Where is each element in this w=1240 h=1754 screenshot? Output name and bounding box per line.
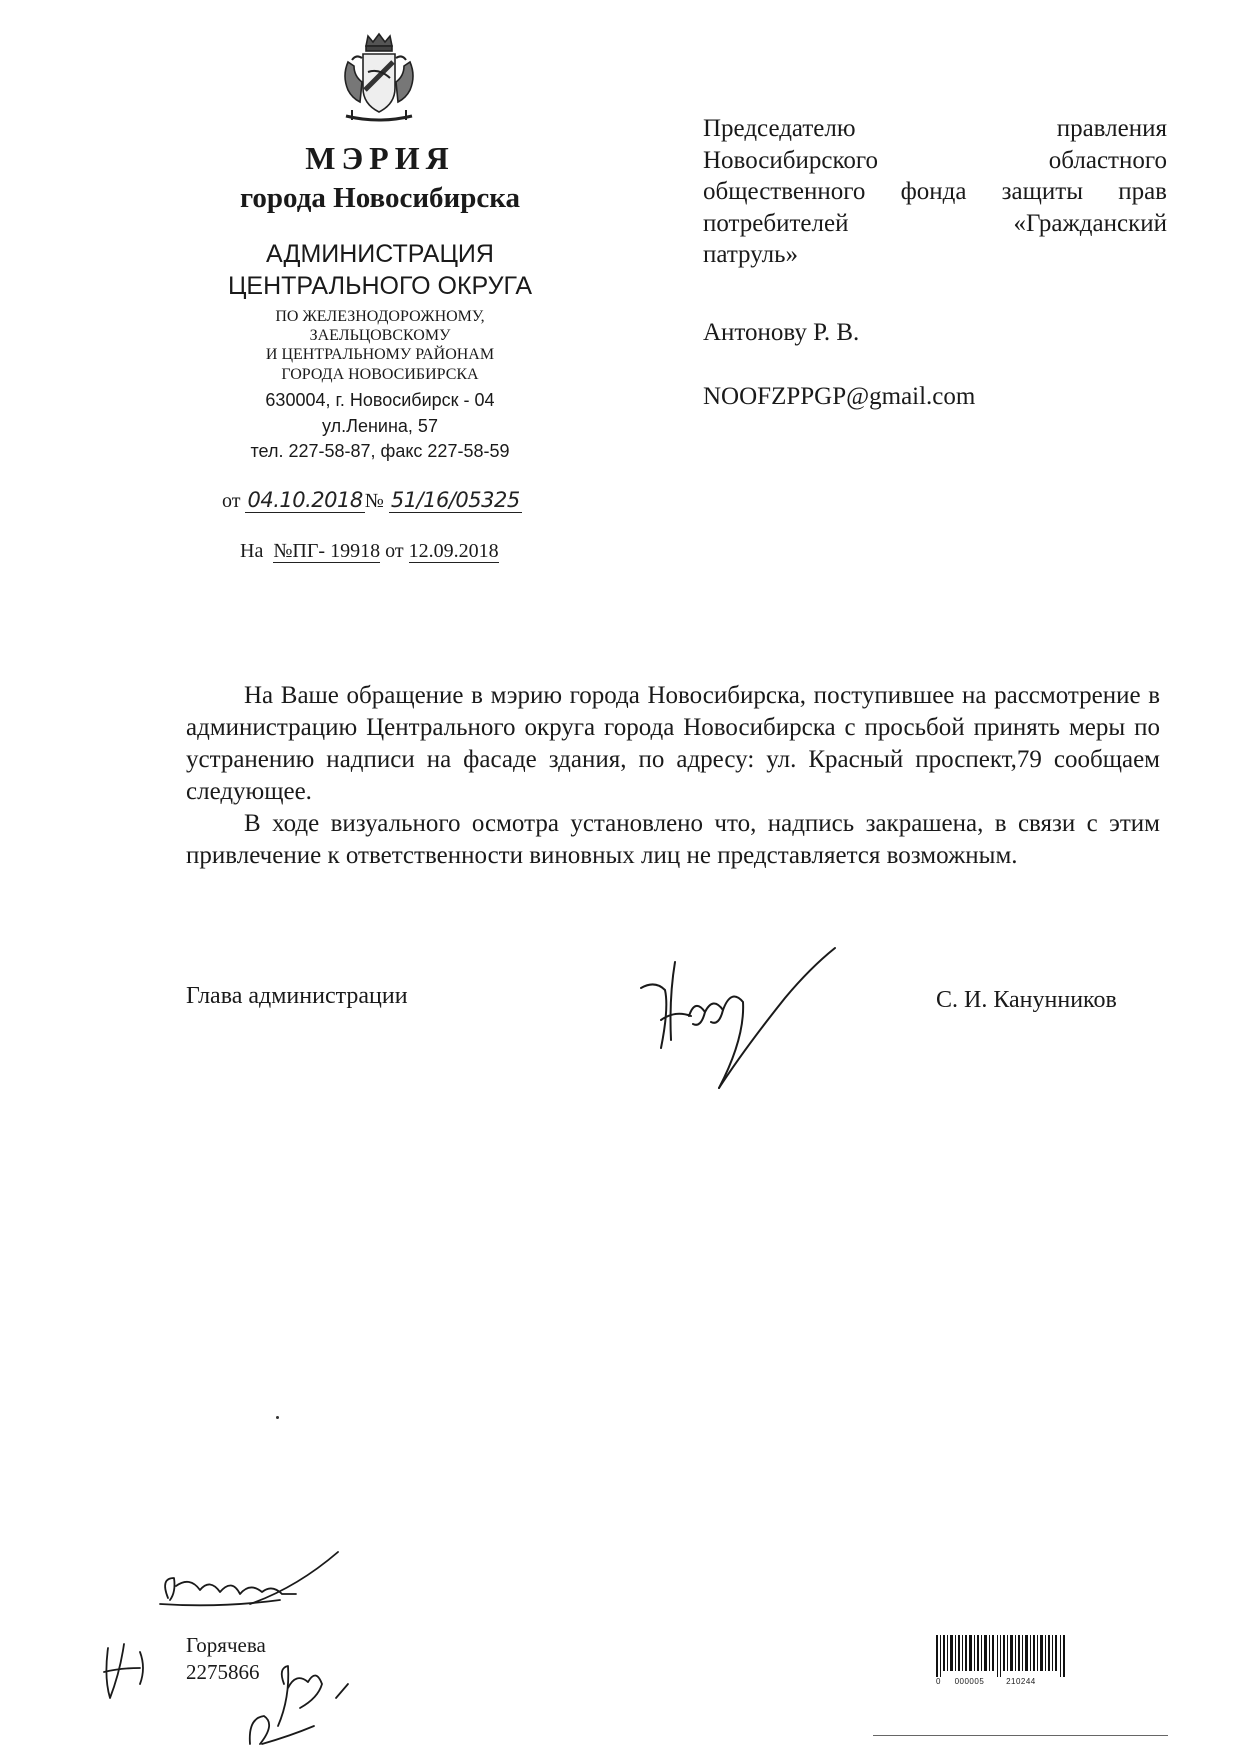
districts-line: И ЦЕНТРАЛЬНОМУ РАЙОНАМ bbox=[265, 346, 495, 363]
postal-address: 630004, г. Новосибирск - 04 bbox=[265, 390, 495, 410]
street-address: ул.Ленина, 57 bbox=[322, 416, 438, 436]
recipient-line: потребителей «Гражданский bbox=[703, 209, 1167, 237]
registration-number-label: № bbox=[364, 490, 384, 512]
reference-prefix: На bbox=[240, 540, 264, 562]
reference-line bbox=[240, 540, 499, 563]
recipient-line: патруль» bbox=[703, 241, 799, 268]
bottom-divider bbox=[873, 1735, 1168, 1736]
recipient-name: Антонову Р. В. bbox=[703, 319, 860, 346]
registration-line bbox=[222, 488, 522, 513]
recipient-line: общественного фонда защиты прав bbox=[703, 178, 1167, 205]
mayoralty-city: города Новосибирска bbox=[239, 182, 521, 214]
letter-body bbox=[186, 680, 1160, 872]
districts-line: ГОРОДА НОВОСИБИРСКА bbox=[281, 366, 479, 383]
mayoralty-title: МЭРИЯ bbox=[305, 140, 455, 176]
recipient-email: NOOFZPPGP@gmail.com bbox=[703, 383, 976, 410]
barcode bbox=[936, 1635, 1066, 1677]
reference-from-label: от bbox=[385, 540, 404, 562]
districts-line: ЗАЕЛЬЦОВСКОМУ bbox=[309, 327, 451, 344]
registration-number: 51/16/05325 bbox=[390, 488, 520, 512]
recipient-line: Председателю правления bbox=[703, 115, 1167, 142]
executor-name: Горячева bbox=[186, 1633, 266, 1657]
body-paragraph: На Ваше обращение в мэрию города Новосибирска, поступившее на рассмотрение в администрацию Центрального округа города Новосибирска с просьбой принять меры по устранению надписи на фасаде здания, по адресу: ул. Красный проспект,79 сообщаем следующее. bbox=[186, 682, 1160, 805]
reference-number: №ПГ- 19918 bbox=[273, 540, 381, 562]
stray-dot bbox=[276, 1416, 279, 1419]
reference-date: 12.09.2018 bbox=[408, 540, 499, 562]
administration-title: АДМИНИСТРАЦИЯ bbox=[266, 240, 494, 268]
signatory-name: С. И. Канунников bbox=[936, 987, 1117, 1013]
barcode-right-digits: 210244 bbox=[1006, 1677, 1036, 1686]
phone-fax: тел. 227-58-87, факс 227-58-59 bbox=[250, 441, 510, 461]
barcode-number bbox=[936, 1677, 1066, 1686]
coat-of-arms-emblem bbox=[338, 32, 420, 128]
body-paragraph: В ходе визуального осмотра установлено что, надпись закрашена, в связи с этим привлечение к ответственности виновных лиц не представляется возможным. bbox=[186, 810, 1160, 869]
barcode-middle-digits: 000005 bbox=[954, 1677, 985, 1686]
registration-date: 04.10.2018 bbox=[247, 488, 363, 512]
recipient-block bbox=[703, 113, 1167, 271]
districts-line: ПО ЖЕЛЕЗНОДОРОЖНОМУ, bbox=[275, 308, 485, 325]
signatory-title: Глава администрации bbox=[186, 983, 408, 1009]
barcode-left-digit: 0 bbox=[936, 1677, 941, 1686]
registration-from-label: от bbox=[222, 490, 241, 512]
handwritten-signature bbox=[635, 928, 865, 1098]
administration-district: ЦЕНТРАЛЬНОГО ОКРУГА bbox=[227, 272, 533, 300]
executor-phone: 2275866 bbox=[186, 1660, 260, 1684]
recipient-line: Новосибирского областного bbox=[703, 146, 1167, 174]
